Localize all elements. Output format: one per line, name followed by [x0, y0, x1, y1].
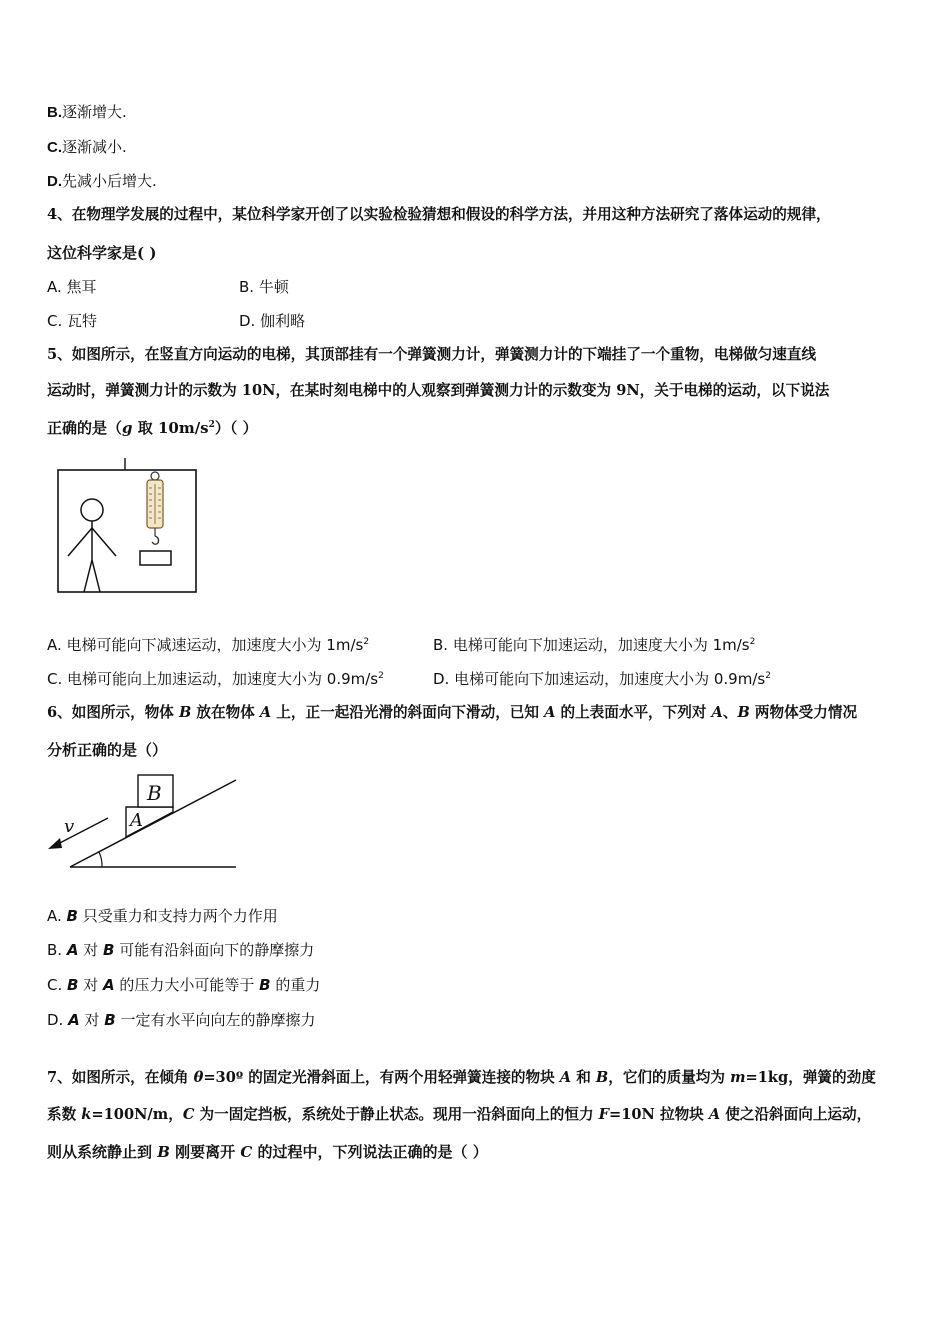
- q7-stem-line3: 则从系统静止到 B 刚要离开 C 的过程中，下列说法正确的是（ ）: [47, 1143, 488, 1161]
- q4-option-a: A. 焦耳: [47, 278, 97, 296]
- velocity-arrowhead: [48, 838, 62, 849]
- q6-stem-line1: 6、如图所示，物体 B 放在物体 A 上，正一起沿光滑的斜面向下滑动，已知 A 的上表面水平，下列对 A、B 两物体受力情况: [47, 704, 858, 721]
- elevator-figure: [56, 456, 201, 596]
- q6-stem-line2: 分析正确的是（）: [47, 741, 168, 759]
- q4-stem-line1: 4、在物理学发展的过程中，某位科学家开创了以实验检验猜想和假设的科学方法，并用这种方法研究了落体运动的规律，: [47, 206, 831, 223]
- velocity-arrow: [54, 818, 108, 846]
- q4-stem-line2: 这位科学家是( ): [47, 244, 157, 262]
- q5-option-c: C. 电梯可能向上加速运动，加速度大小为 $0.9m/s^2$: [47, 670, 384, 688]
- q6-option-d: D. A 对 B 一定有水平向向左的静摩擦力: [47, 1011, 316, 1029]
- q7-stem-line1: 7、如图所示，在倾角 θ=30º 的固定光滑斜面上，有两个用轻弹簧连接的物块 A 和 B，它们的质量均为 m=1kg，弹簧的劲度: [47, 1069, 876, 1086]
- angle-arc: [99, 852, 102, 867]
- label-v: v: [64, 816, 75, 837]
- q4-option-b: B. 牛顿: [239, 278, 289, 296]
- q6-option-a: A. B 只受重力和支持力两个力作用: [47, 907, 278, 925]
- q3-option-b: B.逐渐增大.: [47, 103, 127, 121]
- q5-option-a: A. 电梯可能向下减速运动，加速度大小为 $1m/s^2$: [47, 636, 370, 654]
- spring-scale: [147, 472, 163, 544]
- q6-option-b: B. A 对 B 可能有沿斜面向下的静摩擦力: [47, 941, 315, 959]
- q3-option-c: C.逐渐减小.: [47, 138, 127, 156]
- label-a: A: [130, 810, 143, 831]
- label-b: B: [147, 781, 162, 805]
- q4-option-c: C. 瓦特: [47, 312, 98, 330]
- q5-stem-line1: 5、如图所示，在竖直方向运动的电梯，其顶部挂有一个弹簧测力计，弹簧测力计的下端挂了一个重物，电梯做匀速直线: [47, 346, 817, 363]
- q6-option-c: C. B 对 A 的压力大小可能等于 B 的重力: [47, 976, 321, 994]
- q3-option-d: D.先减小后增大.: [47, 172, 157, 190]
- q5-stem-line3: 正确的是（g 取 $10m/s^2$）（ ）: [47, 419, 258, 437]
- weight-block: [140, 551, 171, 565]
- q7-stem-line2: 系数 k=100N/m，C 为一固定挡板，系统处于静止状态。现用一沿斜面向上的恒力 F=10N 拉物块 A 使之沿斜面向上运动，: [47, 1106, 872, 1123]
- person-figure: [68, 499, 116, 592]
- incline-figure: [40, 770, 245, 874]
- q5-stem-line2: 运动时，弹簧测力计的示数为 10N，在某时刻电梯中的人观察到弹簧测力计的示数变为 9N，关于电梯的运动，以下说法: [47, 382, 830, 399]
- q4-option-d: D. 伽利略: [239, 312, 306, 330]
- elevator-box: [58, 470, 196, 592]
- q5-option-d: D. 电梯可能向下加速运动，加速度大小为 $0.9m/s^2$: [433, 670, 771, 688]
- q5-option-b: B. 电梯可能向下加速运动，加速度大小为 $1m/s^2$: [433, 636, 756, 654]
